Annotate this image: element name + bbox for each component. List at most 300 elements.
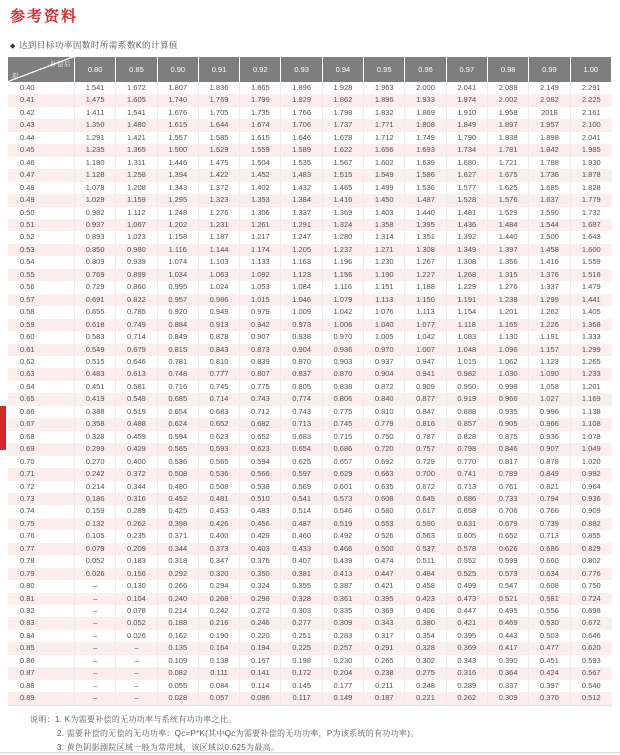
k-value-cell: 0.652: [199, 418, 240, 430]
column-header: 0.85: [116, 57, 157, 82]
row-label: 0.45: [8, 144, 75, 156]
k-value-cell: 0.466: [323, 543, 364, 555]
table-row: [8, 381, 612, 393]
k-value-cell: 0.877: [405, 393, 446, 405]
k-value-cell: 0.646: [581, 630, 601, 640]
k-value-cell: 1.156: [323, 269, 364, 281]
row-label: 0.46: [8, 157, 75, 169]
k-value-cell: 0.209: [116, 543, 157, 555]
k-value-cell: 0.309: [323, 617, 364, 629]
k-value-cell: 0.547: [488, 580, 529, 592]
row-label: 0.49: [8, 194, 75, 206]
k-value-cell: 1.465: [323, 182, 364, 194]
k-value-cell: 0.743: [240, 393, 281, 405]
table-row: [8, 119, 612, 131]
k-value-cell: 0.188: [158, 617, 199, 629]
k-value-cell: 1.515: [323, 169, 364, 181]
k-value-cell: 0.242: [75, 468, 116, 480]
k-value-cell: 0.519: [323, 518, 364, 530]
k-value-cell: 1.475: [75, 94, 116, 106]
k-value-cell: 0.395: [447, 630, 488, 642]
k-value-cell: 1.123: [529, 356, 570, 368]
k-value-cell: 0.776: [581, 568, 601, 578]
k-value-cell: 1.458: [529, 244, 570, 256]
k-value-cell: 1.311: [116, 157, 157, 169]
k-value-cell: 1.397: [488, 244, 529, 256]
k-value-cell: 0.947: [405, 356, 446, 368]
k-value-cell: 1.230: [364, 256, 405, 268]
k-value-cell: 1.324: [323, 219, 364, 231]
k-value-cell: 0.775: [240, 381, 281, 393]
k-value-cell: 1.680: [447, 157, 488, 169]
k-value-cell: 1.337: [281, 207, 322, 219]
k-value-cell: 1.261: [240, 219, 281, 231]
k-value-cell: 1.402: [240, 182, 281, 194]
k-value-cell: 0.893: [75, 231, 116, 243]
row-label: 0.48: [8, 182, 75, 194]
k-value-cell: 0.789: [488, 468, 529, 480]
k-value-cell: 0.390: [488, 655, 529, 667]
k-value-cell: 1.202: [158, 219, 199, 231]
k-value-cell: 1.169: [581, 394, 601, 404]
k-value-cell: 0.328: [281, 593, 322, 605]
k-value-cell: 1.138: [581, 406, 601, 416]
k-value-cell: 1.188: [405, 281, 446, 293]
table-row: [8, 493, 612, 505]
row-label: 0.72: [8, 481, 75, 493]
k-value-cell: 1.299: [529, 294, 570, 306]
k-value-cell: 0.829: [581, 543, 601, 553]
k-value-cell: 2.041: [581, 132, 601, 142]
k-value-cell: 1.368: [581, 319, 601, 329]
k-value-cell: 0.214: [75, 481, 116, 493]
k-value-cell: 0.849: [529, 468, 570, 480]
k-value-cell: 1.790: [447, 132, 488, 144]
k-value-cell: 1.076: [364, 306, 405, 318]
k-value-cell: 0.855: [581, 531, 601, 541]
k-value-cell: 1.602: [364, 157, 405, 169]
k-value-cell: 0.949: [199, 306, 240, 318]
k-value-cell: 0.429: [116, 443, 157, 455]
page-title: 参考资料: [10, 8, 79, 25]
row-label: 0.50: [8, 207, 75, 219]
k-value-cell: 1.314: [364, 231, 405, 243]
table-row: [8, 481, 612, 493]
row-label: 0.47: [8, 169, 75, 181]
k-value-cell: 0.135: [158, 642, 199, 654]
k-value-cell: 0.508: [158, 468, 199, 480]
k-value-cell: 0.713: [447, 481, 488, 493]
note-line-3: 3. 黄色阴影剧院区域一般为常用域，该区域以0.625为最高。: [57, 742, 280, 752]
k-value-cell: 1.693: [405, 144, 446, 156]
k-value-cell: 0.433: [281, 543, 322, 555]
k-value-cell: 1.009: [281, 306, 322, 318]
k-value-cell: 0.026: [75, 568, 116, 580]
k-value-cell: 0.508: [199, 481, 240, 493]
row-label: 0.78: [8, 555, 75, 567]
k-value-cell: 1.158: [158, 231, 199, 243]
k-value-cell: 0.936: [323, 344, 364, 356]
k-value-cell: 1.356: [488, 256, 529, 268]
row-label: 0.54: [8, 256, 75, 268]
k-value-cell: 0.724: [581, 593, 601, 603]
k-value-cell: 1.541: [116, 107, 157, 119]
k-value-cell: 0.156: [116, 568, 157, 580]
k-value-cell: 0.828: [447, 431, 488, 443]
k-value-cell: 0.294: [199, 580, 240, 592]
k-value-cell: 0.903: [323, 356, 364, 368]
table-body: [8, 82, 612, 706]
k-value-cell: 2.002: [488, 94, 529, 106]
k-value-cell: 0.618: [75, 319, 116, 331]
k-value-cell: 0.289: [447, 680, 488, 692]
k-value-cell: 0.608: [529, 580, 570, 592]
k-value-cell: 1.721: [488, 157, 529, 169]
k-value-cell: 0.655: [75, 306, 116, 318]
k-value-cell: –: [116, 642, 157, 654]
k-value-cell: 0.164: [199, 642, 240, 654]
k-value-cell: 0.785: [116, 306, 157, 318]
k-value-cell: 1.403: [364, 207, 405, 219]
k-value-cell: 0.593: [199, 443, 240, 455]
k-value-cell: 1.639: [405, 157, 446, 169]
k-value-cell: 1.436: [447, 219, 488, 231]
k-value-cell: 0.403: [240, 543, 281, 555]
k-value-cell: 0.347: [199, 555, 240, 567]
k-value-cell: 1.154: [447, 306, 488, 318]
row-label: 0.73: [8, 493, 75, 505]
k-value-cell: 1.103: [199, 256, 240, 268]
k-value-cell: 1.201: [581, 381, 601, 391]
k-value-cell: 0.487: [281, 518, 322, 530]
k-value-cell: 0.381: [281, 568, 322, 580]
table-row: [8, 244, 612, 256]
k-value-cell: 0.646: [116, 356, 157, 368]
k-value-cell: 0.692: [364, 456, 405, 468]
k-value-cell: 1.258: [116, 169, 157, 181]
k-value-cell: 1.832: [364, 107, 405, 119]
column-header: 0.98: [488, 57, 529, 82]
k-value-cell: 0.685: [158, 393, 199, 405]
table-row: [8, 368, 612, 380]
table-row: [8, 169, 612, 181]
k-value-cell: 1.315: [488, 269, 529, 281]
k-value-cell: 0.805: [281, 381, 322, 393]
k-value-cell: 0.453: [199, 505, 240, 517]
k-value-cell: 0.194: [240, 642, 281, 654]
k-value-cell: 0.372: [116, 468, 157, 480]
k-value-cell: 0.623: [199, 431, 240, 443]
row-label: 0.79: [8, 568, 75, 580]
table-row: [8, 194, 612, 206]
k-value-cell: 0.741: [447, 468, 488, 480]
k-value-cell: 1.487: [405, 194, 446, 206]
k-value-cell: 0.387: [323, 580, 364, 592]
k-value-cell: 1.248: [158, 207, 199, 219]
table-row: [8, 642, 612, 654]
k-value-cell: –: [75, 655, 116, 667]
k-value-cell: 0.421: [364, 580, 405, 592]
row-label: 0.61: [8, 344, 75, 356]
k-value-cell: 0.413: [323, 568, 364, 580]
k-value-cell: 1.836: [199, 82, 240, 94]
k-value-cell: 0.117: [281, 692, 322, 705]
k-value-cell: 0.421: [447, 617, 488, 629]
table-row: [8, 617, 612, 629]
k-value-cell: 0.515: [75, 356, 116, 368]
k-value-cell: 0.593: [581, 655, 601, 665]
k-value-cell: –: [75, 593, 116, 605]
k-value-cell: 1.737: [323, 119, 364, 131]
k-value-cell: 0.608: [364, 493, 405, 505]
k-value-cell: 0.251: [281, 630, 322, 642]
table-row: [8, 306, 612, 318]
k-value-cell: 1.392: [447, 231, 488, 243]
k-value-cell: 0.601: [323, 481, 364, 493]
k-value-cell: 0.302: [405, 655, 446, 667]
k-value-cell: 1.365: [116, 144, 157, 156]
k-value-cell: 1.646: [281, 132, 322, 144]
k-value-cell: 0.941: [405, 368, 446, 380]
k-value-cell: 0.426: [199, 518, 240, 530]
k-value-cell: 1.096: [488, 344, 529, 356]
k-value-cell: 1.042: [323, 306, 364, 318]
k-value-cell: 1.295: [158, 194, 199, 206]
k-value-cell: 1.226: [529, 319, 570, 331]
k-value-cell: 0.483: [240, 505, 281, 517]
table-row: [8, 456, 612, 468]
k-value-cell: 0.966: [488, 393, 529, 405]
k-value-cell: 1.625: [488, 182, 529, 194]
k-value-cell: 0.451: [529, 655, 570, 667]
k-value-cell: 0.822: [116, 294, 157, 306]
k-value-cell: 1.705: [199, 107, 240, 119]
k-value-cell: 0.369: [447, 642, 488, 654]
k-value-cell: 0.240: [158, 593, 199, 605]
k-value-cell: 0.052: [75, 555, 116, 567]
k-value-cell: 0.395: [364, 593, 405, 605]
k-value-cell: 0.316: [447, 667, 488, 679]
table-row: [8, 680, 612, 692]
row-label: 0.67: [8, 418, 75, 430]
k-value-cell: 0.407: [281, 555, 322, 567]
k-value-cell: 1.807: [158, 82, 199, 94]
page-edge-tab: [0, 406, 6, 450]
k-value-cell: 0.265: [364, 655, 405, 667]
table-row: [8, 555, 612, 567]
k-value-cell: 0.230: [323, 655, 364, 667]
k-value-cell: 0.992: [581, 469, 601, 479]
k-value-cell: 0.739: [529, 518, 570, 530]
k-value-cell: 0.937: [364, 356, 405, 368]
k-value-cell: 0.581: [116, 381, 157, 393]
row-label: 0.75: [8, 518, 75, 530]
k-value-cell: 1.299: [581, 344, 601, 354]
k-value-cell: 0.691: [75, 294, 116, 306]
k-value-cell: –: [116, 692, 157, 705]
k-value-cell: 0.452: [158, 493, 199, 505]
k-value-cell: –: [116, 667, 157, 679]
diamond-icon: ◆: [10, 43, 16, 50]
k-value-cell: 1.092: [240, 269, 281, 281]
k-value-cell: 1.504: [240, 157, 281, 169]
k-value-cell: –: [75, 642, 116, 654]
k-value-cell: 1.306: [240, 207, 281, 219]
k-value-cell: 1.208: [116, 182, 157, 194]
row-label: 0.43: [8, 119, 75, 131]
k-value-cell: 0.344: [116, 481, 157, 493]
k-value-cell: 0.597: [281, 468, 322, 480]
k-value-cell: 1.333: [581, 332, 601, 342]
k-value-cell: 0.499: [447, 580, 488, 592]
k-value-cell: 0.757: [405, 443, 446, 455]
k-value-cell: 1.372: [199, 182, 240, 194]
row-label: 0.63: [8, 368, 75, 380]
k-value-cell: 0.371: [158, 530, 199, 542]
table-caption-text: 达到目标功率因数时所需系数K的计算值: [18, 40, 179, 50]
k-value-cell: 0.262: [116, 518, 157, 530]
k-value-cell: 0.846: [488, 443, 529, 455]
k-value-cell: 1.450: [364, 194, 405, 206]
k-value-cell: 0.541: [281, 493, 322, 505]
k-value-cell: 1.529: [488, 207, 529, 219]
k-value-cell: 1.265: [581, 356, 601, 366]
k-value-cell: 1.615: [158, 119, 199, 131]
k-value-cell: 1.042: [405, 331, 446, 343]
k-value-cell: 2.161: [581, 107, 601, 117]
k-value-cell: 1.005: [364, 331, 405, 343]
k-value-cell: 0.343: [364, 617, 405, 629]
k-value-cell: 0.938: [281, 331, 322, 343]
k-value-cell: 0.715: [323, 431, 364, 443]
k-value-cell: 1.500: [529, 231, 570, 243]
k-value-cell: 0.370: [529, 692, 570, 705]
k-value-cell: –: [75, 617, 116, 629]
k-value-cell: 0.815: [158, 344, 199, 356]
k-value-cell: 0.303: [281, 605, 322, 617]
k-value-cell: 0.358: [75, 418, 116, 430]
k-value-cell: 1.865: [240, 82, 281, 94]
k-value-cell: 1.849: [447, 119, 488, 131]
row-label: 0.89: [8, 692, 75, 705]
row-label: 0.42: [8, 107, 75, 119]
k-value-cell: 1.067: [116, 219, 157, 231]
k-value-cell: 1.422: [199, 169, 240, 181]
k-value-cell: 0.679: [116, 344, 157, 356]
table-row: [8, 319, 612, 331]
row-label: 0.62: [8, 356, 75, 368]
k-value-cell: 0.794: [529, 493, 570, 505]
k-value-cell: 0.275: [405, 667, 446, 679]
k-value-cell: 1.369: [323, 207, 364, 219]
k-value-cell: 0.700: [405, 468, 446, 480]
k-value-cell: 0.388: [75, 406, 116, 418]
k-value-cell: 0.397: [529, 680, 570, 692]
k-value-cell: 1.276: [199, 207, 240, 219]
k-value-cell: 1.006: [323, 319, 364, 331]
k-value-cell: 0.658: [447, 505, 488, 517]
k-value-cell: 0.657: [323, 456, 364, 468]
k-value-cell: 0.187: [364, 692, 405, 705]
table-row: [8, 182, 612, 194]
k-value-cell: 0.350: [240, 568, 281, 580]
k-value-cell: 0.328: [405, 642, 446, 654]
table-row: [8, 568, 612, 580]
k-value-cell: 1.163: [281, 256, 322, 268]
k-value-cell: 0.620: [581, 643, 601, 653]
k-value-cell: 0.843: [199, 344, 240, 356]
k-value-cell: –: [116, 680, 157, 692]
k-value-cell: 0.882: [581, 518, 601, 528]
column-header: 0.97: [447, 57, 488, 82]
k-value-cell: 1.157: [529, 344, 570, 356]
k-value-cell: –: [75, 580, 116, 592]
k-value-cell: 0.950: [447, 381, 488, 393]
k-value-cell: 0.546: [323, 505, 364, 517]
k-value-cell: 1.896: [364, 94, 405, 106]
k-value-cell: 1.376: [529, 269, 570, 281]
k-value-cell: 1.706: [281, 119, 322, 131]
k-value-cell: 1.384: [281, 194, 322, 206]
k-value-cell: 1.416: [323, 194, 364, 206]
k-value-cell: 1.838: [488, 132, 529, 144]
k-value-cell: 0.590: [405, 518, 446, 530]
k-value-cell: 0.720: [364, 443, 405, 455]
k-value-cell: 1.644: [199, 119, 240, 131]
k-value-cell: 0.145: [281, 680, 322, 692]
k-value-cell: 0.631: [447, 518, 488, 530]
table-row: [8, 630, 612, 642]
k-value-cell: 0.055: [158, 680, 199, 692]
k-value-cell: 0.660: [529, 555, 570, 567]
k-value-cell: 1.048: [447, 344, 488, 356]
notes: [30, 713, 620, 755]
k-value-cell: 1.627: [447, 169, 488, 181]
k-value-cell: 0.477: [529, 642, 570, 654]
k-value-cell: 1.291: [75, 132, 116, 144]
k-value-cell: 1.020: [581, 456, 601, 466]
k-value-cell: 0.028: [158, 692, 199, 705]
k-value-cell: 1.585: [199, 132, 240, 144]
k-value-cell: 0.354: [405, 630, 446, 642]
k-value-cell: 0.380: [405, 617, 446, 629]
table-caption: [10, 39, 620, 51]
k-value-cell: 0.899: [116, 269, 157, 281]
k-value-cell: 0.225: [281, 642, 322, 654]
k-value-cell: 0.538: [240, 481, 281, 493]
k-value-cell: 0.698: [581, 606, 601, 616]
k-value-cell: 1.229: [447, 281, 488, 293]
k-value-cell: 1.842: [529, 144, 570, 156]
k-value-cell: 1.590: [529, 207, 570, 219]
row-label: 0.80: [8, 580, 75, 592]
row-label: 0.70: [8, 456, 75, 468]
k-value-cell: 0.400: [116, 456, 157, 468]
k-value-cell: 1.029: [75, 194, 116, 206]
note-line-1: [30, 713, 620, 727]
k-value-cell: 0.510: [240, 493, 281, 505]
k-value-cell: 0.672: [581, 618, 601, 628]
k-value-cell: 1.235: [75, 144, 116, 156]
note-1-text: 1. K为需要补偿的无功功率与系统有功功率之比。: [54, 714, 237, 724]
k-value-cell: 0.373: [199, 543, 240, 555]
k-value-cell: 0.580: [364, 505, 405, 517]
k-value-cell: 0.807: [240, 368, 281, 380]
notes-prefix: 说明：: [30, 714, 55, 724]
k-value-cell: 0.686: [447, 493, 488, 505]
k-value-cell: 1.201: [488, 306, 529, 318]
k-value-cell: 0.177: [323, 680, 364, 692]
